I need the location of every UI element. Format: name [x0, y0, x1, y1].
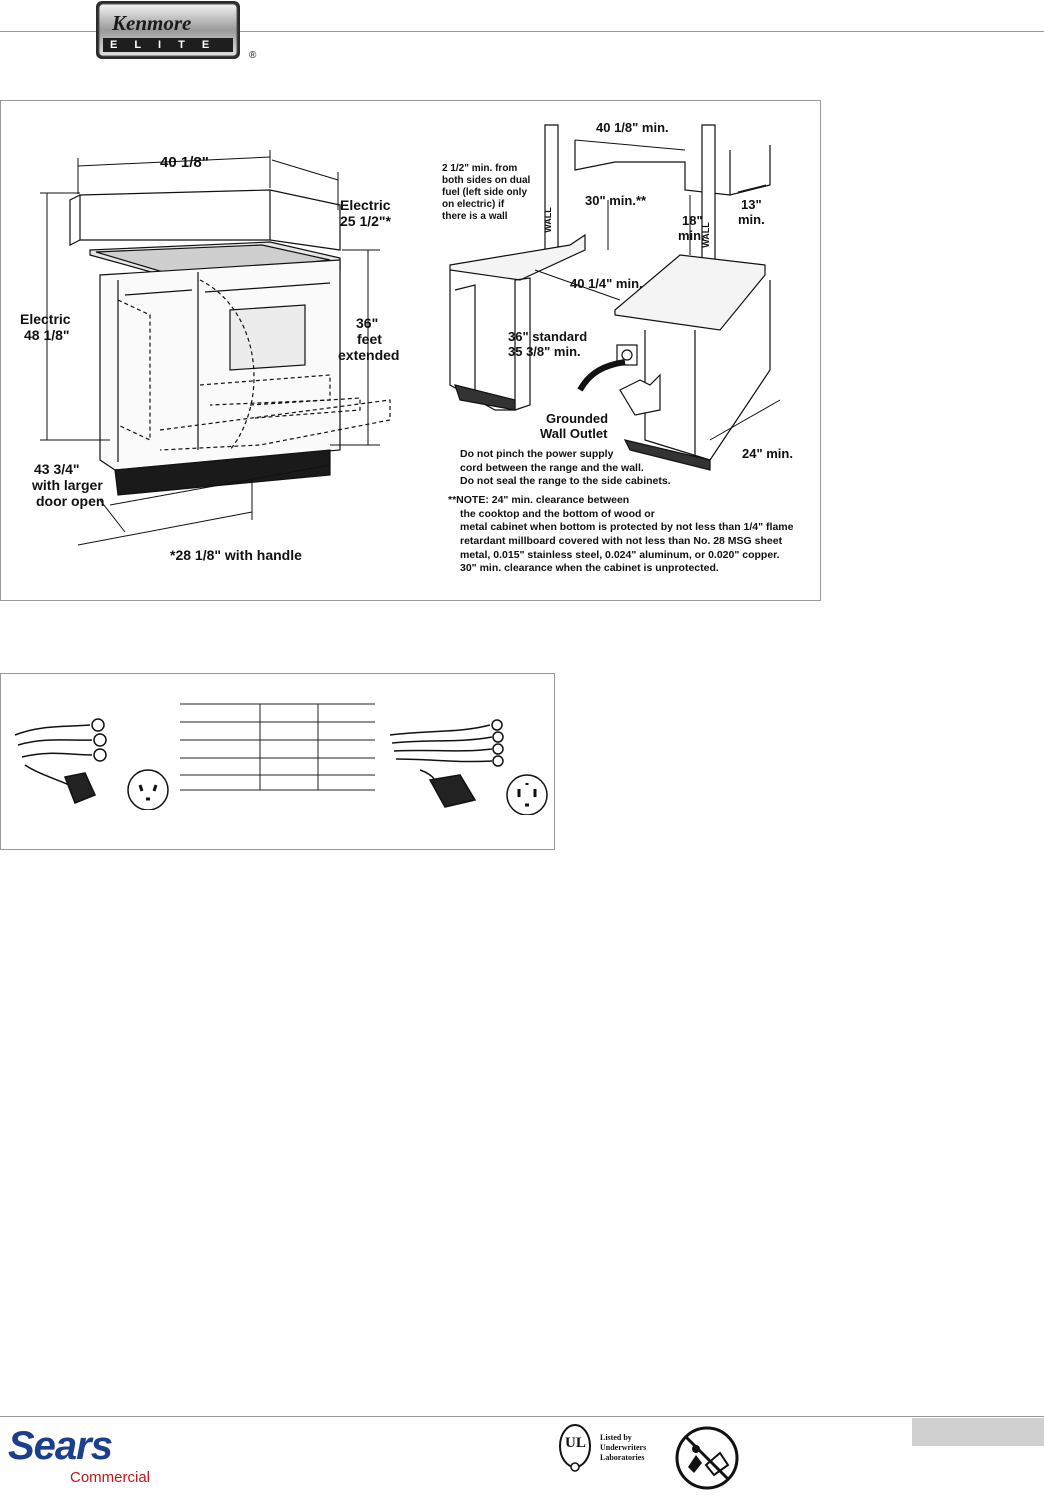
page-tab [912, 1418, 1044, 1446]
feet-label-1: 36" [356, 315, 379, 331]
cord-table-lines [180, 700, 375, 795]
countertop-depth-label: 24" min. [742, 446, 793, 461]
door-open-2: with larger [32, 477, 103, 493]
cabinet-height-2: min. [678, 228, 705, 243]
wall-label-left: WALL [543, 207, 553, 233]
counter-height-1: 36" standard [508, 329, 588, 344]
depth-electric-label: Electric [340, 197, 391, 213]
outlet-label-2: Wall Outlet [540, 426, 608, 441]
height-electric-value: 48 1/8" [24, 327, 70, 343]
depth-electric-value: 25 1/2"* [340, 213, 392, 229]
door-open-3: door open [36, 493, 105, 509]
top-width-label: 40 1/8" min. [596, 120, 669, 135]
hood-clearance-label: 30" min.** [585, 193, 647, 208]
counter-height-2: 35 3/8" min. [508, 344, 581, 359]
warning-text: Do not pinch the power supply cord between the range and the wall. Do not seal the range to the side cabinets. [460, 448, 671, 488]
feet-label-3: extended [338, 347, 400, 363]
cord-3-wire-drawing [10, 715, 175, 810]
no-tip-icon [674, 1425, 740, 1491]
outlet-label-1: Grounded [546, 411, 609, 426]
depth-handle-label: *28 1/8" with handle [170, 547, 302, 563]
wall-label-right: WALL [701, 222, 711, 248]
clearance-note: **NOTE: 24" min. clearance between the cooktop and the bottom of wood or metal cabinet when bottom is protected by not less than 1/4" flame retardant millboard covered with not less than No. 28 MSG sheet metal, 0.015" stainless steel, 0.024" aluminum, or 0.020" copper. 30" min. clearance when the cabinet is unprotected. [448, 494, 794, 575]
width-top-label: 40 1/8" [160, 154, 209, 171]
feet-label-2: feet [357, 331, 382, 347]
brand-elite: ELITE [110, 39, 227, 51]
height-electric-label: Electric [20, 311, 71, 327]
sears-commercial: Commercial [70, 1469, 151, 1486]
registered-mark: ® [249, 50, 257, 61]
ul-listing-text: Listed by Underwriters Laboratories [600, 1433, 647, 1462]
footer-rule [0, 1416, 1044, 1417]
side-note: 2 1/2" min. from both sides on dual fuel (left side only on electric) if there is a wall [442, 163, 531, 222]
opening-width-label: 40 1/4" min. [570, 276, 643, 291]
cabinet-height-1: 18" [682, 213, 703, 228]
door-open-1: 43 3/4" [34, 461, 80, 477]
cord-4-wire-drawing [380, 715, 550, 815]
cabinet-depth-1: 13" [741, 197, 762, 212]
brand-kenmore: Kenmore [112, 11, 192, 35]
cabinet-depth-2: min. [738, 212, 765, 227]
sears-logo: Sears [8, 1424, 112, 1468]
ul-mark: UL [565, 1435, 586, 1451]
